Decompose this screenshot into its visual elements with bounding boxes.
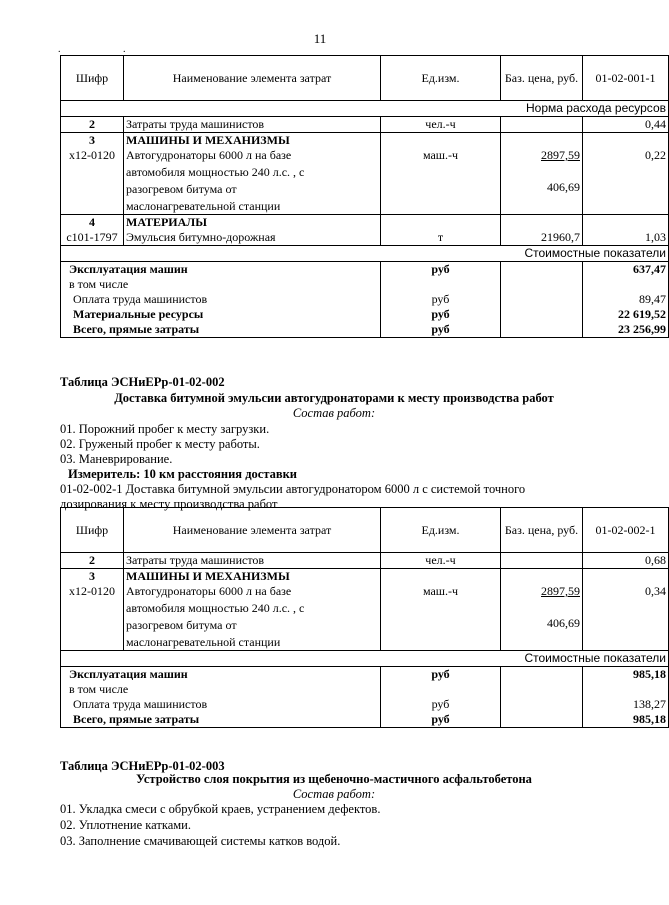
row-num: 3: [61, 569, 124, 585]
summary-value: 985,18: [583, 667, 669, 683]
summary-label: Всего, прямые затраты: [61, 322, 381, 338]
header-price: Баз. цена, руб.: [501, 508, 583, 553]
table-title: Доставка битумной эмульсии автогудронаторами к месту производства работ: [114, 391, 554, 405]
band-costs-label: Стоимостные показатели: [61, 651, 669, 667]
table-row: [61, 230, 669, 246]
row-code: с101-1797: [61, 230, 124, 246]
page-number: 11: [313, 31, 327, 46]
norm-description-line: 01-02-002-1 Доставка битумной эмульсии автогудронатором 6000 л с системой точного: [60, 482, 526, 496]
header-price: Баз. цена, руб.: [501, 56, 583, 101]
row-unit: чел.-ч: [381, 117, 501, 133]
summary-row: [61, 262, 669, 278]
table-header: [61, 56, 669, 101]
band-costs-label: Стоимостные показатели: [61, 246, 669, 262]
cost-table-2: [60, 507, 669, 728]
summary-unit: руб: [381, 712, 501, 728]
row-name: Затраты труда машинистов: [124, 553, 381, 569]
summary-label: в том числе: [61, 277, 381, 292]
row-unit: маш.-ч: [381, 148, 501, 215]
table-row: [61, 584, 669, 651]
work-composition-title: Состав работ:: [292, 406, 376, 420]
header-norm-code: 01-02-001-1: [583, 56, 669, 101]
summary-row: [61, 682, 669, 697]
row-qty: 0,34: [583, 584, 669, 651]
section-machines: МАШИНЫ И МЕХАНИЗМЫ: [124, 569, 381, 585]
table-row: [61, 215, 669, 231]
work-composition-title: Состав работ:: [292, 787, 376, 801]
row-name-line: разогревом битума от: [126, 618, 237, 632]
table-id: Таблица ЭСНиЕРр-01-02-003: [60, 759, 225, 773]
summary-value: 637,47: [583, 262, 669, 278]
band-resources: [61, 101, 669, 117]
band-resources-label: Норма расхода ресурсов: [61, 101, 669, 117]
row-price: [501, 148, 583, 215]
band-costs: [61, 651, 669, 667]
band-costs: [61, 246, 669, 262]
summary-label: Всего, прямые затраты: [61, 712, 381, 728]
row-price: [501, 584, 583, 651]
table-row: [61, 553, 669, 569]
summary-unit: руб: [381, 307, 501, 322]
summary-label: Оплата труда машинистов: [61, 697, 381, 712]
row-qty: 0,22: [583, 148, 669, 215]
section-materials: МАТЕРИАЛЫ: [124, 215, 381, 231]
row-num: 2: [61, 117, 124, 133]
summary-label: Эксплуатация машин: [61, 262, 381, 278]
row-num: 2: [61, 553, 124, 569]
row-price-2: 406,69: [547, 616, 580, 630]
summary-label: Материальные ресурсы: [61, 307, 381, 322]
row-name-line: маслонагревательной станции: [126, 635, 281, 649]
row-name-line: разогревом битума от: [126, 182, 237, 196]
work-step: 02. Груженый пробег к месту работы.: [60, 437, 260, 451]
header-code: Шифр: [61, 56, 124, 101]
row-code: х12-0120: [61, 584, 124, 651]
measure-unit: Измеритель: 10 км расстояния доставки: [68, 467, 298, 481]
row-name-line: Автогудронаторы 6000 л на базе: [126, 584, 292, 598]
table-header: [61, 508, 669, 553]
header-unit: Ед.изм.: [381, 56, 501, 101]
row-name-line: автомобиля мощностью 240 л.с. , с: [126, 165, 305, 179]
table-row: [61, 569, 669, 585]
summary-unit: руб: [381, 322, 501, 338]
summary-value: 138,27: [583, 697, 669, 712]
summary-row: [61, 667, 669, 683]
table-title: Устройство слоя покрытия из щебеночно-мастичного асфальтобетона: [136, 772, 532, 786]
summary-label: Эксплуатация машин: [61, 667, 381, 683]
summary-label: Оплата труда машинистов: [61, 292, 381, 307]
row-name: [124, 584, 381, 651]
table-id: Таблица ЭСНиЕРр-01-02-002: [60, 375, 225, 389]
header-name: Наименование элемента затрат: [124, 508, 381, 553]
summary-row: [61, 712, 669, 728]
table-row: [61, 117, 669, 133]
summary-row: [61, 307, 669, 322]
row-unit: чел.-ч: [381, 553, 501, 569]
row-price: 21960,7: [501, 230, 583, 246]
row-price-2: 406,69: [547, 180, 580, 194]
summary-value: 22 619,52: [583, 307, 669, 322]
summary-value: 23 256,99: [583, 322, 669, 338]
scan-dots: . .: [58, 44, 156, 55]
row-qty: 0,44: [583, 117, 669, 133]
header-norm-code: 01-02-002-1: [583, 508, 669, 553]
header-code: Шифр: [61, 508, 124, 553]
row-name: Эмульсия битумно-дорожная: [124, 230, 381, 246]
row-unit: маш.-ч: [381, 584, 501, 651]
summary-row: [61, 697, 669, 712]
summary-row: [61, 292, 669, 307]
table-row: [61, 148, 669, 215]
work-step: 01. Порожний пробег к месту загрузки.: [60, 422, 270, 436]
summary-row: [61, 277, 669, 292]
row-price: [501, 117, 583, 133]
row-name-line: автомобиля мощностью 240 л.с. , с: [126, 601, 305, 615]
row-num: 4: [61, 215, 124, 231]
summary-row: [61, 322, 669, 338]
row-code: х12-0120: [61, 148, 124, 215]
header-name: Наименование элемента затрат: [124, 56, 381, 101]
row-name: Затраты труда машинистов: [124, 117, 381, 133]
section-machines: МАШИНЫ И МЕХАНИЗМЫ: [124, 133, 381, 149]
row-unit: т: [381, 230, 501, 246]
row-name-line: маслонагревательной станции: [126, 199, 281, 213]
table-row: [61, 133, 669, 149]
row-price-1: 2897,59: [541, 148, 580, 162]
summary-unit: руб: [381, 667, 501, 683]
work-step: 02. Уплотнение катками.: [60, 818, 191, 832]
row-num: 3: [61, 133, 124, 149]
work-step: 03. Заполнение смачивающей системы катков водой.: [60, 834, 341, 848]
row-name-line: Автогудронаторы 6000 л на базе: [126, 148, 292, 162]
summary-label: в том числе: [61, 682, 381, 697]
summary-value: 89,47: [583, 292, 669, 307]
header-unit: Ед.изм.: [381, 508, 501, 553]
summary-value: 985,18: [583, 712, 669, 728]
row-price-1: 2897,59: [541, 584, 580, 598]
work-step: 03. Маневрирование.: [60, 452, 173, 466]
summary-unit: руб: [381, 262, 501, 278]
norm-description-line: дозирования к месту производства работ: [60, 497, 278, 511]
row-name: [124, 148, 381, 215]
cost-table-1: [60, 55, 669, 338]
row-qty: 1,03: [583, 230, 669, 246]
work-step: 01. Укладка смеси с обрубкой краев, устранением дефектов.: [60, 802, 381, 816]
summary-unit: руб: [381, 292, 501, 307]
row-qty: 0,68: [583, 553, 669, 569]
summary-unit: руб: [381, 697, 501, 712]
